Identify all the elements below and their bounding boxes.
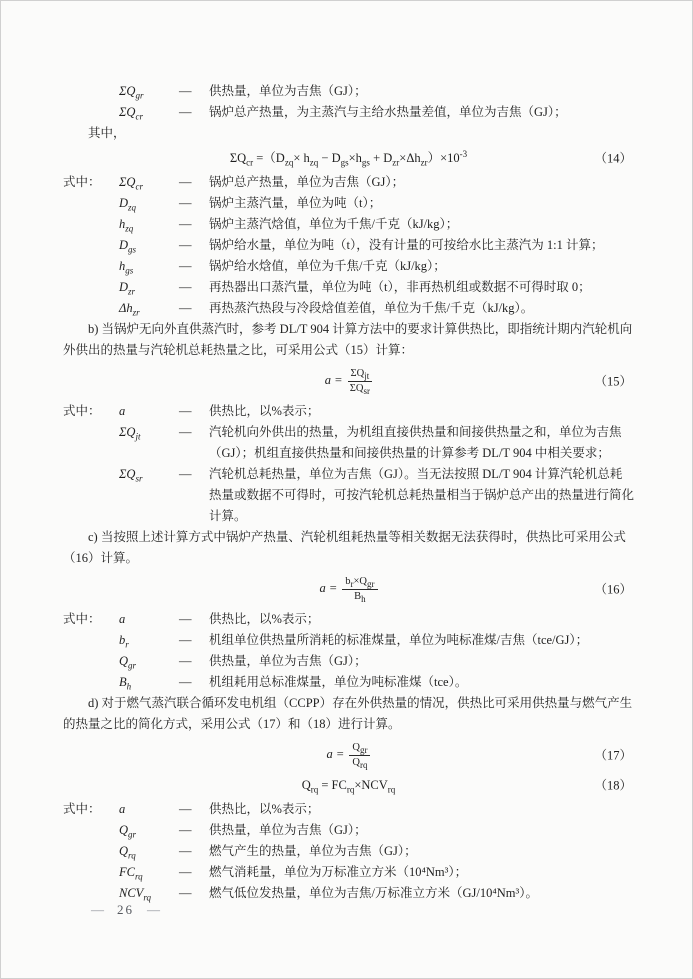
- symbol-description: 锅炉给水焓值，单位为千焦/千克（kJ/kg）；: [209, 259, 446, 273]
- equation-lhs: a =: [326, 747, 345, 762]
- symbol-definition-row: [63, 651, 634, 672]
- symbol-description: 锅炉总产热量，为主蒸汽与主给水热量差值，单位为吉焦（GJ）；: [209, 105, 567, 119]
- fraction-denominator: $B_h$: [354, 591, 366, 605]
- equation-number: （17）: [594, 748, 632, 762]
- equation-16: [63, 576, 634, 603]
- symbol-definition-row: [63, 609, 634, 630]
- symbol: $B_h$: [119, 675, 132, 692]
- lead-in-text: 其中，: [88, 126, 126, 140]
- equation-expression: $Q_{rq} = FC_{rq}\times NCV_{rq}$: [301, 778, 396, 795]
- fraction-denominator: $\Sigma Q_{sr}$: [349, 383, 370, 397]
- formula-where-label: 式中：: [63, 802, 101, 816]
- symbol-definition-row: [63, 422, 634, 464]
- definition-dash: —: [179, 865, 192, 879]
- symbol: $\Sigma Q_{cr}$: [119, 105, 143, 122]
- symbol-definition-row: [63, 862, 634, 883]
- equation-14: [63, 148, 634, 169]
- symbol-description: 燃气低位发热量，单位为吉焦/万标准立方米（GJ/10⁴Nm³）。: [209, 886, 538, 900]
- symbol: a: [119, 404, 126, 418]
- fraction-numerator: $b_r\times Q_{gr}$: [342, 576, 377, 590]
- symbol-description: 燃气产生的热量，单位为吉焦（GJ）；: [209, 844, 417, 858]
- definition-dash: —: [179, 175, 192, 189]
- symbol: $NCV_{rq}$: [119, 886, 151, 903]
- equation-expression: $\Sigma Q_{cr} =(D_{zq}\times h_{zq} - D_{gs}\times h_{gs} + D_{zr}\times\Delta h_{zr})\times 10^{-3}$: [229, 148, 468, 168]
- symbol: $\Sigma Q_{sr}$: [119, 467, 143, 484]
- equation-number: （15）: [594, 374, 632, 388]
- equation-number: （16）: [594, 582, 632, 596]
- symbol-description: 锅炉总产热量，单位为吉焦（GJ）；: [209, 175, 405, 189]
- symbol-description: 供热比，以%表示；: [209, 802, 320, 816]
- definition-dash: —: [179, 217, 192, 231]
- symbol-description: 再热蒸汽热段与冷段焓值差值，单位为千焦/千克（kJ/kg）。: [209, 301, 534, 315]
- symbol-definition-row: [63, 799, 634, 820]
- symbol-definition-row: [63, 630, 634, 651]
- symbol-definition-row: [63, 235, 634, 256]
- definition-dash: —: [179, 823, 192, 837]
- symbol-description: 汽轮机总耗热量，单位为吉焦（GJ）。当无法按照 DL/T 904 计算汽轮机总耗热量或数据不可得时，可按汽轮机总耗热量相当于锅炉总产出的热量进行简化计算。: [209, 467, 635, 523]
- fraction: [348, 368, 373, 395]
- definition-dash: —: [179, 84, 192, 98]
- symbol-description: 燃气消耗量，单位为万标准立方米（10⁴Nm³）；: [209, 865, 468, 879]
- equation-number: （18）: [594, 778, 632, 792]
- definition-dash: —: [179, 467, 192, 481]
- paragraph-item-b: b) 当锅炉无向外直供蒸汽时，参考 DL/T 904 计算方法中的要求计算供热比，即指统计期内汽轮机向外供出的热量与汽轮机总耗热量之比，可采用公式（15）计算：: [63, 322, 633, 357]
- symbol: $D_{gs}$: [119, 238, 137, 255]
- definition-dash: —: [179, 633, 192, 647]
- definition-dash: —: [179, 196, 192, 210]
- symbol-description: 锅炉主蒸汽焓值，单位为千焦/千克（kJ/kg）；: [209, 217, 459, 231]
- footer-dash-left: —: [91, 902, 104, 917]
- symbol-definition-row: [63, 102, 634, 123]
- symbol-description: 锅炉主蒸汽量，单位为吨（t）；: [209, 196, 382, 210]
- symbol-definition-row: [63, 277, 634, 298]
- symbol: $\Sigma Q_{cr}$: [119, 175, 143, 192]
- symbol: a: [119, 802, 126, 816]
- equation-lhs: a =: [319, 581, 338, 596]
- symbol-description: 供热比，以%表示；: [209, 612, 320, 626]
- symbol-description: 锅炉给水量，单位为吨（t），没有计量的可按给水比主蒸汽为 1:1 计算；: [209, 238, 604, 252]
- definition-dash: —: [179, 404, 192, 418]
- footer-dash-right: —: [147, 902, 160, 917]
- symbol-definition-row: [63, 193, 634, 214]
- symbol-description: 供热量，单位为吉焦（GJ）；: [209, 823, 367, 837]
- equation-number: （14）: [594, 151, 632, 165]
- symbol-definition-row: [63, 672, 634, 693]
- paragraph-item-c: c) 当按照上述计算方式中锅炉产热量、汽轮机组耗热量等相关数据无法获得时，供热比可采用公式（16）计算。: [63, 530, 626, 565]
- symbol: $\Sigma Q_{gr}$: [119, 84, 144, 101]
- symbol: $Q_{gr}$: [119, 654, 137, 671]
- symbol-description: 供热量，单位为吉焦（GJ）；: [209, 84, 367, 98]
- definition-dash: —: [179, 654, 192, 668]
- symbol: $Q_{gr}$: [119, 823, 137, 840]
- symbol-definition-row: [63, 464, 634, 527]
- symbol: $h_{gs}$: [119, 259, 134, 276]
- definition-dash: —: [179, 259, 192, 273]
- symbol-definition-row: [63, 81, 634, 102]
- fraction-numerator: $\Sigma Q_{jt}$: [348, 368, 373, 382]
- symbol-definition-row: [63, 172, 634, 193]
- symbol-definition-row: [63, 298, 634, 319]
- equation-lhs: a =: [324, 373, 343, 388]
- symbol-definition-row: [63, 214, 634, 235]
- definition-dash: —: [179, 844, 192, 858]
- formula-where-label: 式中：: [63, 175, 101, 189]
- formula-where-label: 式中：: [63, 404, 101, 418]
- definition-dash: —: [179, 802, 192, 816]
- symbol-description: 机组耗用总标准煤量，单位为吨标准煤（tce）。: [209, 675, 468, 689]
- fraction: [342, 576, 377, 603]
- formula-where-label: 式中：: [63, 612, 101, 626]
- page-number: 26: [117, 902, 134, 917]
- symbol: $D_{zq}$: [119, 196, 137, 213]
- symbol-description: 供热量，单位为吉焦（GJ）；: [209, 654, 367, 668]
- fraction-denominator: $Q_{rq}$: [352, 757, 368, 771]
- definition-dash: —: [179, 280, 192, 294]
- equation-15: [63, 368, 634, 395]
- definition-dash: —: [179, 105, 192, 119]
- symbol: $FC_{rq}$: [119, 865, 143, 882]
- equation-18: [63, 775, 634, 796]
- symbol: $b_r$: [119, 633, 129, 650]
- symbol-description: 机组单位供热量所消耗的标准煤量，单位为吨标准煤/吉焦（tce/GJ）；: [209, 633, 589, 647]
- symbol: $\Delta h_{zr}$: [119, 301, 140, 318]
- fraction: [349, 742, 370, 769]
- definition-dash: —: [179, 612, 192, 626]
- symbol-definition-row: [63, 401, 634, 422]
- definition-dash: —: [179, 301, 192, 315]
- symbol: $Q_{rq}$: [119, 844, 136, 861]
- symbol-description: 再热器出口蒸汽量，单位为吨（t），非再热机组或数据不可得时取 0；: [209, 280, 591, 294]
- definition-dash: —: [179, 886, 192, 900]
- symbol: $D_{zr}$: [119, 280, 136, 297]
- symbol: $h_{zq}$: [119, 217, 134, 234]
- equation-17: [63, 742, 634, 769]
- symbol-definition-row: [63, 841, 634, 862]
- symbol-description: 供热比，以%表示；: [209, 404, 320, 418]
- symbol-description: 汽轮机向外供出的热量，为机组直接供热量和间接供热量之和，单位为吉焦（GJ）；机组直接供热量和间接供热量的计算参考 DL/T 904 中相关要求；: [209, 425, 622, 460]
- definition-dash: —: [179, 425, 192, 439]
- fraction-numerator: $Q_{gr}$: [349, 742, 370, 756]
- symbol: $\Sigma Q_{jt}$: [119, 425, 141, 442]
- symbol: a: [119, 612, 126, 626]
- page-footer: [91, 899, 160, 920]
- symbol-definition-row: [63, 256, 634, 277]
- symbol-definition-row: [63, 820, 634, 841]
- definition-dash: —: [179, 238, 192, 252]
- paragraph-item-d: d) 对于燃气蒸汽联合循环发电机组（CCPP）存在外供热量的情况，供热比可采用供热量与燃气产生的热量之比的简化方式，采用公式（17）和（18）进行计算。: [63, 696, 633, 731]
- definition-dash: —: [179, 675, 192, 689]
